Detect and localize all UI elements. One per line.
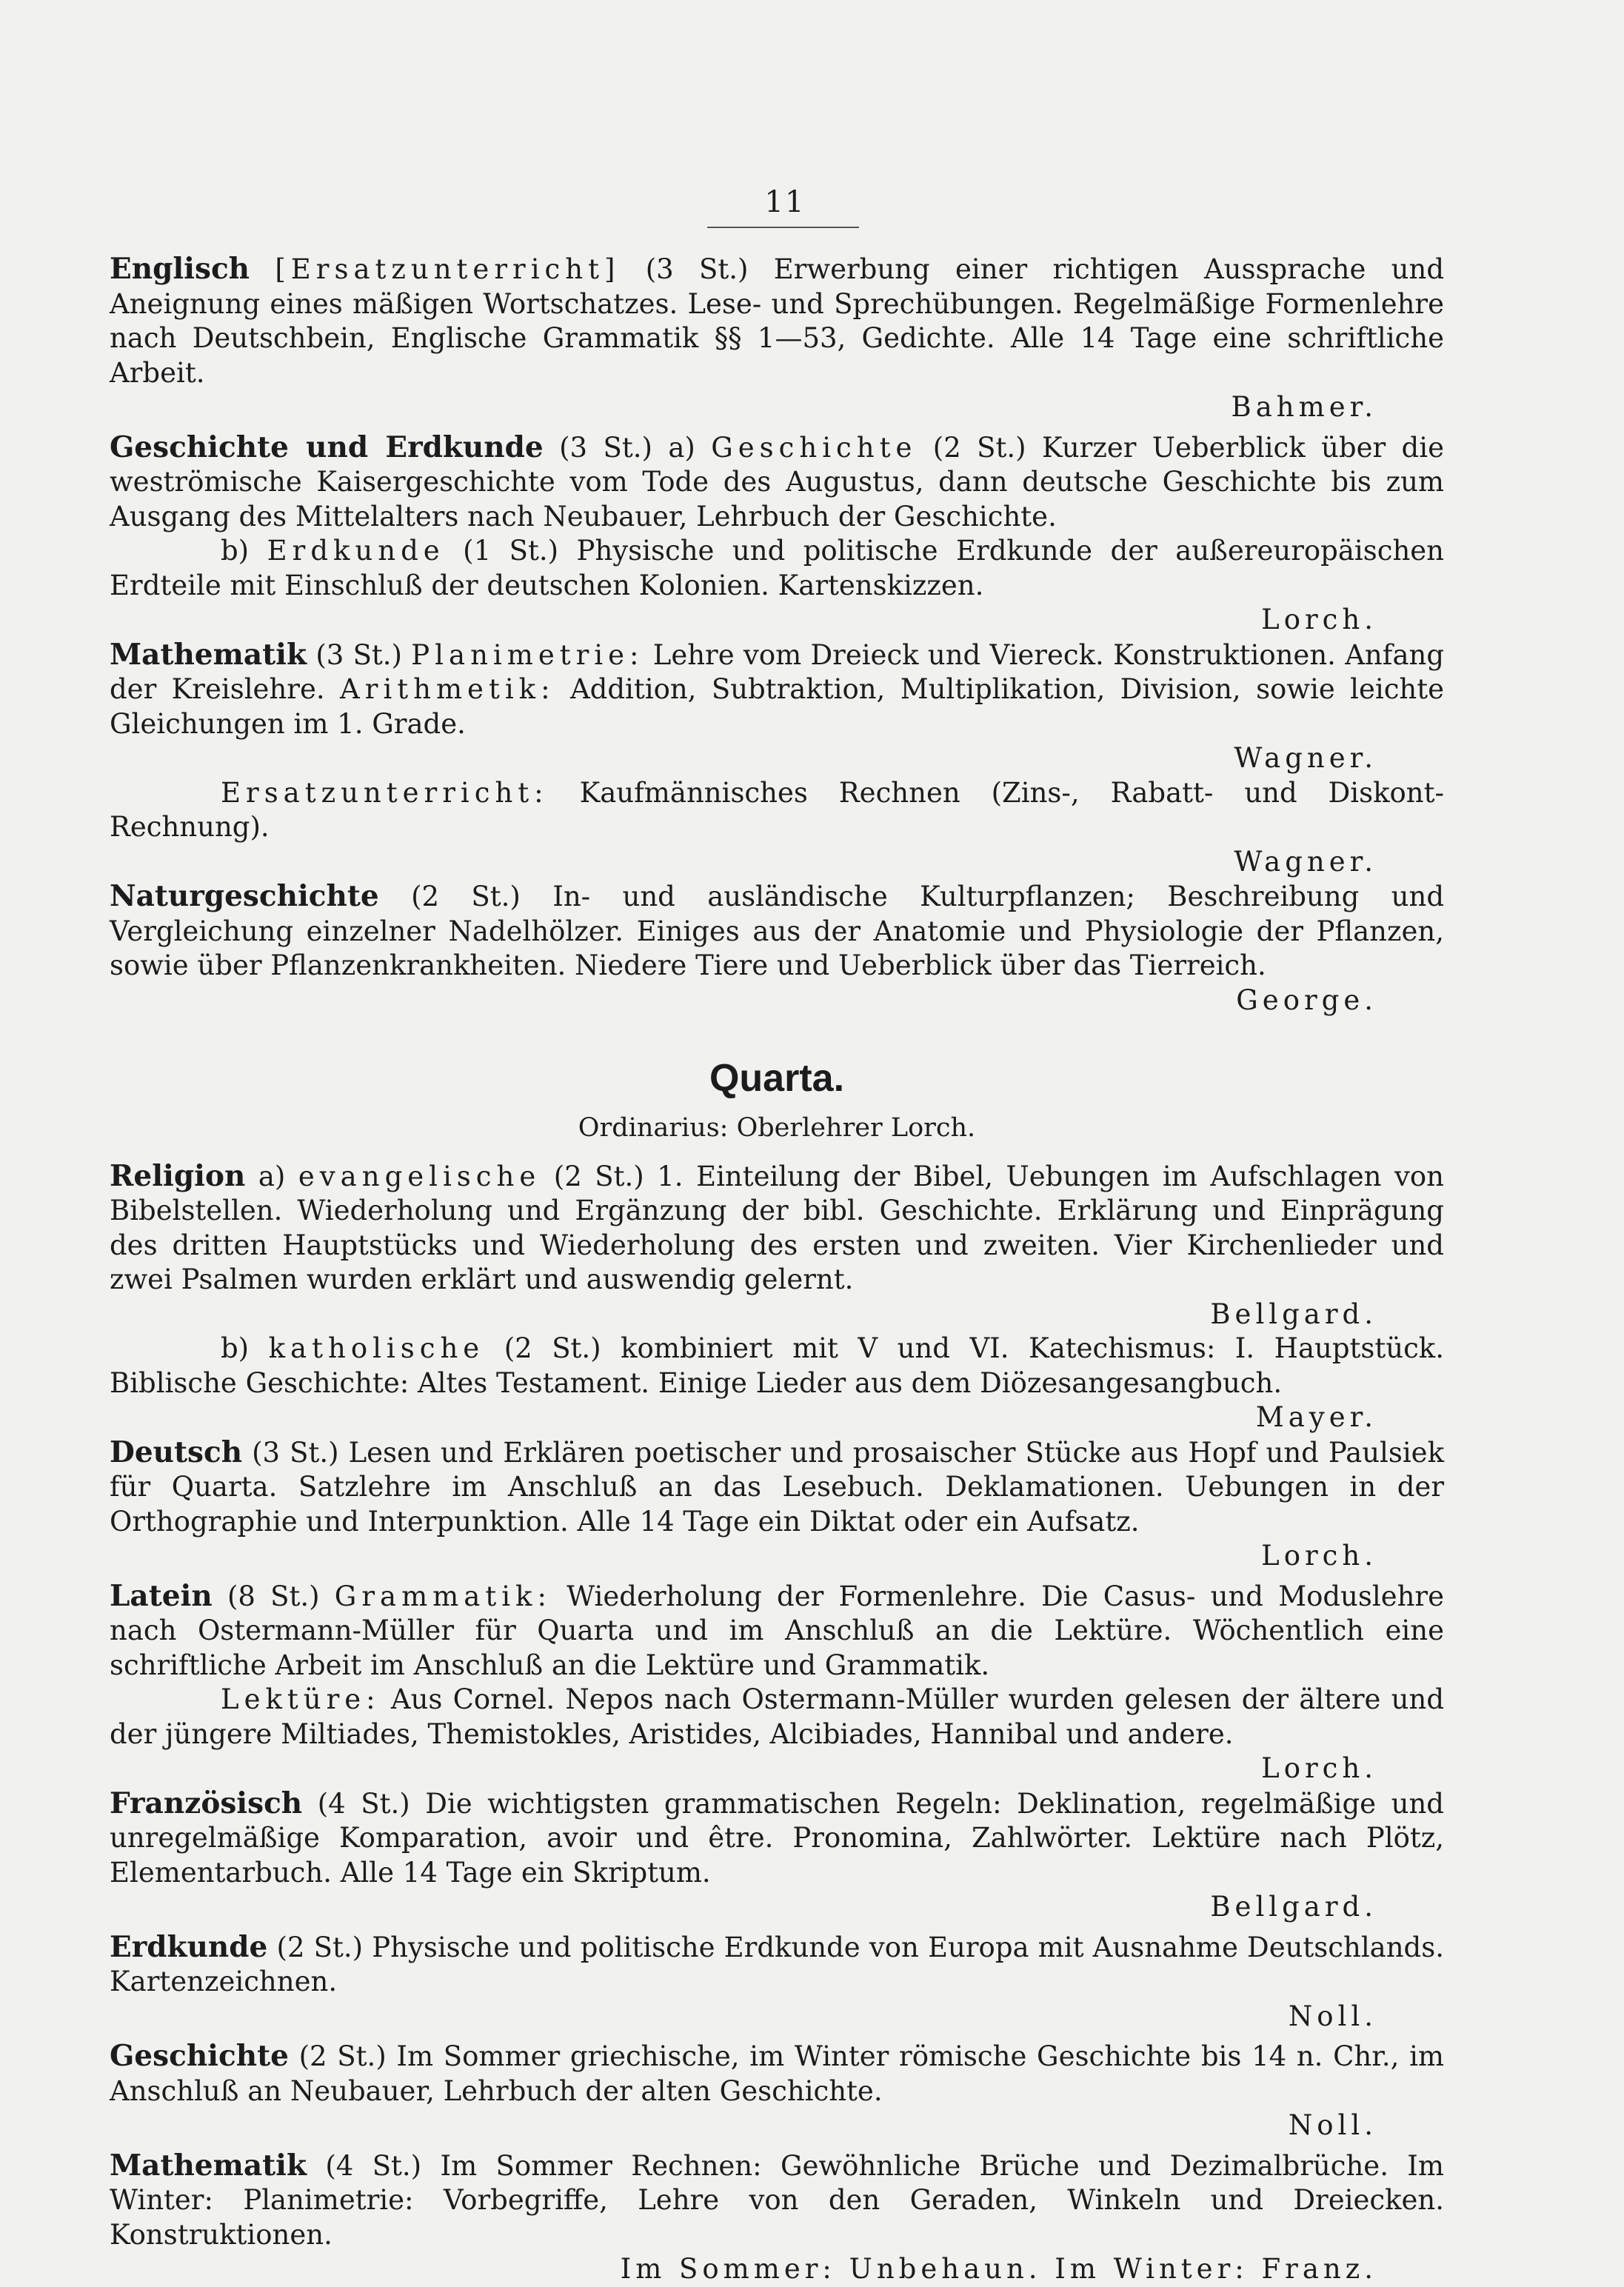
subject-text: Im Sommer Rechnen: Gewöhnliche Brüche und Dezimalbrüche. Im Winter: Planimetrie: Vorbegriffe, Lehre von den Geraden, Winkeln und Dreiecken. Konstruktionen. [110, 2149, 1445, 2251]
subject-heading: Mathematik [110, 637, 307, 672]
part-heading: Grammatik: [334, 1580, 552, 1612]
subject-note: [Ersatzunterricht] [275, 253, 621, 285]
subject-hours: (3 St.) [315, 638, 402, 671]
subject-heading: Naturgeschichte [110, 879, 379, 913]
subject-text: Physische und politische Erdkunde der außereuropäischen Erdteile mit Einschluß der deutschen Kolonien. Kartenskizzen. [110, 535, 1445, 601]
teacher-name: Im Sommer: Unbehaun. Im Winter: Franz. [620, 2253, 1377, 2285]
part-label: a) [258, 1160, 286, 1192]
subject-text: 1. Einteilung der Bibel, Uebungen im Aufschlagen von Bibelstellen. Wiederholung und Ergänzung der bibl. Geschichte. Erklärung und Einprägung des dritten Hauptstücks und Wiederholung des ersten und zweiten. Vier Kirchenlieder und zwei Psalmen wurden erklärt und auswendig gelernt. [110, 1160, 1444, 1295]
subject-heading: Erdkunde [110, 1929, 268, 1964]
subject-text: Kurzer Ueberblick über die weströmische Kaisergeschichte vom Tode des Augustus, dann deutsche Geschichte bis zum Ausgang des Mittelalters nach Neubauer, Lehrbuch der Geschichte. [110, 431, 1444, 532]
teacher-name: Bellgard. [1210, 1891, 1377, 1923]
subject-hours: (3 St.) [559, 431, 652, 464]
entry-englisch [110, 252, 1444, 425]
entry-mathematik [110, 638, 1444, 776]
subject-heading: Geschichte [110, 2039, 289, 2073]
part-heading: Planimetrie: [411, 638, 644, 671]
subject-text: Lehre vom Dreieck und Viereck. Konstruktionen. Anfang der Kreislehre. [110, 638, 1445, 705]
subject-heading: Französisch [110, 1786, 303, 1820]
subject-hours: (8 St.) [227, 1580, 320, 1612]
section-title: Quarta. [709, 1057, 845, 1100]
subject-text: Addition, Subtraktion, Multiplikation, Division, sowie leichte Gleichungen im 1. Grade. [110, 673, 1445, 740]
teacher-name: George. [1236, 984, 1377, 1016]
teacher-name: Lorch. [1261, 1540, 1377, 1572]
teacher-name: Noll. [1288, 2000, 1377, 2032]
subentry-katholisch [110, 1332, 1444, 1435]
subject-hours: (2 St.) [411, 881, 521, 912]
part-label: b) [221, 1332, 250, 1364]
subject-heading: Religion [110, 1158, 246, 1193]
teacher-name: Noll. [1288, 2109, 1377, 2141]
part-heading: Arithmetik: [340, 673, 555, 705]
subject-heading: Mathematik [110, 2148, 307, 2183]
teacher-name: Wagner. [1234, 742, 1377, 774]
teacher-name: Bahmer. [1231, 391, 1377, 423]
entry-naturgeschichte [110, 879, 1444, 1018]
subject-text: Lesen und Erklären poetischer und prosaischer Stücke aus Hopf und Paulsiek für Quarta. Satzlehre im Anschluß an das Lesebuch. Deklamationen. Uebungen in der Orthographie und Interpunktion. Alle 14 Tage ein Diktat oder ein Aufsatz. [110, 1436, 1444, 1538]
subject-text: Physische und politische Erdkunde von Europa mit Ausnahme Deutschlands. Kartenzeichnen. [110, 1931, 1444, 1997]
part-hours: (2 St.) [504, 1332, 601, 1364]
part-hours: (2 St.) [553, 1160, 644, 1192]
subject-text: Die wichtigsten grammatischen Regeln: Deklination, regelmäßige und unregelmäßige Komparation, avoir und être. Pronomina, Zahlwörter. Lektüre nach Plötz, Elementarbuch. Alle 14 Tage ein Skriptum. [110, 1787, 1444, 1889]
subject-text: Erwerbung einer richtigen Aussprache und Aneignung eines mäßigen Wortschatzes. Lese- und Sprechübungen. Regelmäßige Formenlehre nach Deutschbein, Englische Grammatik §§ 1—53, Gedichte. Alle 14 Tage eine schriftliche Arbeit. [110, 253, 1445, 389]
entry-deutsch [110, 1435, 1444, 1574]
part-heading: Ersatzunterricht: [221, 776, 549, 809]
subject-text: kombiniert mit V und VI. Katechismus: I. Hauptstück. Biblische Geschichte: Altes Testament. Einige Lieder aus dem Diözesangesangbuch. [110, 1332, 1444, 1399]
part-heading: katholische [268, 1332, 485, 1364]
subject-heading: Englisch [110, 252, 250, 286]
subject-text: Im Sommer griechische, im Winter römische Geschichte bis 14 n. Chr., im Anschluß an Neubauer, Lehrbuch der alten Geschichte. [110, 2040, 1445, 2107]
page-number: 11 [764, 185, 806, 219]
entry-erdkunde [110, 1930, 1444, 2034]
subject-hours: (4 St.) [325, 2149, 422, 2182]
teacher-name: Wagner. [1234, 845, 1377, 878]
part-label: b) [221, 535, 250, 567]
subject-text: Aus Cornel. Nepos nach Ostermann-Müller wurden gelesen der ältere und der jüngere Miltiades, Themistokles, Aristides, Alcibiades, Hannibal und andere. [110, 1683, 1445, 1750]
subject-hours: (2 St.) [276, 1931, 364, 1963]
subentry-ersatzunterricht [110, 776, 1444, 880]
part-hours: (2 St.) [932, 431, 1026, 464]
part-heading: Geschichte [711, 431, 918, 464]
entry-franzoesisch [110, 1786, 1444, 1925]
ordinarius-line: Ordinarius: Oberlehrer Lorch. [578, 1113, 976, 1143]
subject-hours: (4 St.) [317, 1787, 410, 1820]
entry-geschichte-erdkunde [110, 430, 1444, 535]
part-heading: evangelische [298, 1160, 541, 1192]
subject-hours: (3 St.) [252, 1436, 339, 1469]
entry-latein [110, 1579, 1444, 1683]
subject-heading: Latein [110, 1578, 213, 1613]
part-heading: Erdkunde [267, 535, 445, 567]
part-label: a) [668, 431, 695, 464]
part-heading: Lektüre: [221, 1683, 381, 1715]
subject-text: Kaufmännisches Rechnen (Zins-, Rabatt- und Diskont-Rechnung). [110, 776, 1444, 843]
entry-geschichte [110, 2039, 1444, 2143]
entry-religion [110, 1159, 1444, 1332]
subject-heading: Geschichte und Erdkunde [110, 430, 544, 464]
teacher-name: Mayer. [1255, 1401, 1377, 1433]
subentry-erdkunde [110, 534, 1444, 638]
page-number-rule [707, 227, 859, 228]
subject-hours: (3 St.) [645, 253, 749, 285]
subentry-lekture [110, 1683, 1444, 1786]
part-hours: (1 St.) [463, 535, 559, 567]
teacher-name: Lorch. [1261, 604, 1377, 635]
subject-hours: (2 St.) [298, 2040, 387, 2072]
teacher-name: Lorch. [1261, 1752, 1377, 1784]
subject-heading: Deutsch [110, 1435, 243, 1469]
page-content [110, 252, 1444, 2287]
teacher-name: Bellgard. [1210, 1298, 1377, 1330]
entry-mathematik-quarta [110, 2149, 1444, 2287]
subject-text: Wiederholung der Formenlehre. Die Casus- und Moduslehre nach Ostermann-Müller für Quarta und im Anschluß an die Lektüre. Wöchentlich eine schriftliche Arbeit im Anschluß an die Lektüre und Grammatik. [110, 1580, 1445, 1681]
subject-text: In- und ausländische Kulturpflanzen; Beschreibung und Vergleichung einzelner Nadelhölzer. Einiges aus der Anatomie und Physiologie der Pflanzen, sowie über Pflanzenkrankheiten. Niedere Tiere und Ueberblick über das Tierreich. [110, 881, 1445, 981]
